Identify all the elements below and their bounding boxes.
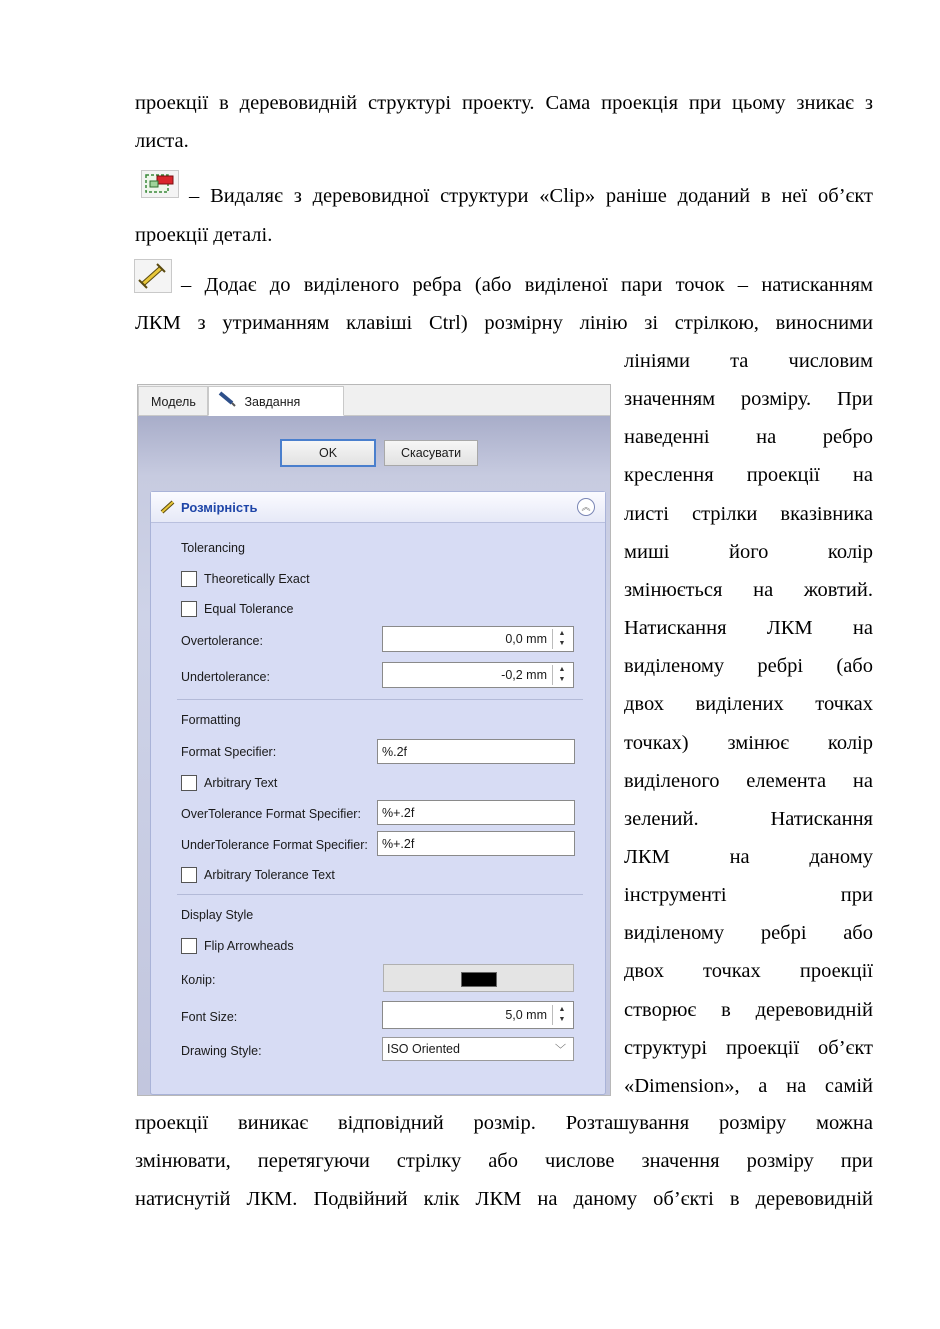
dimension-icon [134, 259, 172, 293]
color-swatch [461, 972, 497, 987]
overtolerance-value: 0,0 mm [505, 632, 547, 646]
spin-buttons[interactable] [552, 629, 571, 649]
dimension-small-icon [158, 497, 178, 520]
collapse-icon[interactable]: ︽ [577, 498, 595, 516]
section-formatting: Formatting [181, 713, 241, 727]
side-text-line: лініями та числовим [624, 350, 873, 372]
overtolerance-spinbox[interactable] [382, 626, 574, 652]
side-text-line: зелений. Натискання [624, 807, 873, 830]
bottom-text-line: натиснутій ЛКМ. Подвійний клік ЛКМ на даному об’єкті в деревовидній [135, 1188, 873, 1210]
section-tolerancing: Tolerancing [181, 541, 245, 555]
color-label: Колір: [181, 973, 216, 987]
arbitrary-text-label: Arbitrary Text [204, 776, 278, 790]
spin-down-icon[interactable]: ▼ [558, 640, 566, 647]
format-specifier-value: %.2f [382, 745, 408, 759]
side-text-line: виділеному ребрі (або [624, 655, 873, 678]
format-specifier-input[interactable] [377, 739, 575, 764]
side-text-line: наведенні на ребро [624, 426, 873, 449]
theoretically-exact-label: Theoretically Exact [204, 572, 310, 586]
side-text-line: створює в деревовидній [624, 998, 873, 1021]
undertolerance-spinbox[interactable] [382, 662, 574, 688]
spin-buttons[interactable] [552, 665, 571, 685]
chevron-down-icon: ﹀ [555, 1044, 566, 1056]
side-text-line: креслення проекції на [624, 464, 873, 487]
over-format-label: OverTolerance Format Specifier: [181, 807, 361, 821]
overtolerance-label: Overtolerance: [181, 634, 263, 648]
ok-button[interactable]: OK [280, 439, 376, 467]
undertolerance-label: Undertolerance: [181, 670, 270, 684]
side-text-line: інструменті при [624, 884, 873, 907]
group-title: Розмірність [181, 500, 258, 515]
task-panel-screenshot [137, 384, 611, 1096]
undertolerance-value: -0,2 mm [501, 668, 547, 682]
text-line: проекції деталі. [135, 224, 273, 246]
tab-task[interactable] [208, 386, 344, 416]
text-line: листа. [135, 130, 189, 152]
dimension-group [150, 491, 606, 1095]
spin-down-icon[interactable]: ▼ [558, 1016, 566, 1023]
pencil-icon [217, 388, 237, 418]
side-text-line: Натискання ЛКМ на [624, 617, 873, 640]
arbitrary-text-checkbox[interactable] [181, 775, 197, 791]
text-span: ЛКМ з утриманням клавіші Ctrl) розмірну лінію зі стрілкою, виносними [135, 312, 873, 334]
text-span: – Додає до виділеного ребра (або виділеної пари точок – натисканням [181, 274, 873, 296]
arbitrary-tolerance-text-checkbox[interactable] [181, 867, 197, 883]
side-text-line: значенням розміру. При [624, 388, 873, 411]
format-specifier-label: Format Specifier: [181, 745, 277, 759]
side-text-line: миші його колір [624, 540, 873, 563]
theoretically-exact-checkbox[interactable] [181, 571, 197, 587]
text-line [135, 91, 873, 115]
under-format-input[interactable] [377, 831, 575, 856]
group-header [151, 492, 605, 523]
spin-up-icon[interactable]: ▲ [558, 666, 566, 673]
drawing-style-value: ISO Oriented [387, 1042, 460, 1056]
clip-delete-icon [141, 170, 179, 198]
bottom-text-line: змінювати, перетягуючи стрілку або числове значення розміру при [135, 1150, 873, 1172]
drawing-style-label: Drawing Style: [181, 1044, 262, 1058]
arbitrary-tolerance-text-label: Arbitrary Tolerance Text [204, 868, 335, 882]
text-line [181, 273, 873, 297]
font-size-spinbox[interactable] [382, 1001, 574, 1029]
section-display-style: Display Style [181, 908, 254, 922]
tab-bar [138, 385, 610, 416]
separator [177, 699, 583, 700]
font-size-value: 5,0 mm [505, 1008, 547, 1022]
side-text-line: ЛКМ на даному [624, 845, 873, 868]
task-panel [138, 416, 610, 1095]
flip-arrowheads-label: Flip Arrowheads [204, 939, 294, 953]
text-line [189, 184, 873, 208]
equal-tolerance-label: Equal Tolerance [204, 602, 294, 616]
flip-arrowheads-checkbox[interactable] [181, 938, 197, 954]
drawing-style-select[interactable] [382, 1037, 574, 1061]
tab-model[interactable]: Модель [138, 386, 208, 415]
side-text-line: структурі проекції об’єкт [624, 1036, 873, 1059]
under-format-label: UnderTolerance Format Specifier: [181, 838, 368, 852]
side-text-line: «Dimension», а на самій [624, 1074, 873, 1097]
font-size-label: Font Size: [181, 1010, 238, 1024]
side-text-line: двох точках проекції [624, 960, 873, 983]
spin-up-icon[interactable]: ▲ [558, 630, 566, 637]
under-format-value: %+.2f [382, 837, 415, 851]
separator [177, 894, 583, 895]
over-format-value: %+.2f [382, 806, 415, 820]
spin-buttons[interactable] [552, 1005, 571, 1025]
text-span: проекції в деревовидній структурі проекту. Сама проекція при цьому зникає з [135, 92, 873, 114]
cancel-button[interactable]: Скасувати [384, 440, 478, 466]
equal-tolerance-checkbox[interactable] [181, 601, 197, 617]
side-text-line: виділеному ребрі або [624, 922, 873, 945]
spin-down-icon[interactable]: ▼ [558, 676, 566, 683]
side-text-line: виділеного елемента на [624, 769, 873, 792]
side-text-line: змінюється на жовтий. [624, 578, 873, 601]
side-text-line: листі стрілки вказівника [624, 502, 873, 525]
color-button[interactable] [383, 964, 574, 992]
side-text-line: точках) змінює колір [624, 731, 873, 754]
bottom-text-line: проекції виникає відповідний розмір. Розташування розміру можна [135, 1112, 873, 1134]
over-format-input[interactable] [377, 800, 575, 825]
tab-task-label: Завдання [244, 395, 301, 409]
text-line [135, 311, 873, 335]
side-text-line: двох виділених точках [624, 693, 873, 716]
text-span: – Видаляє з деревовидної структури «Clip» раніше доданий в неї об’єкт [189, 185, 873, 207]
spin-up-icon[interactable]: ▲ [558, 1006, 566, 1013]
